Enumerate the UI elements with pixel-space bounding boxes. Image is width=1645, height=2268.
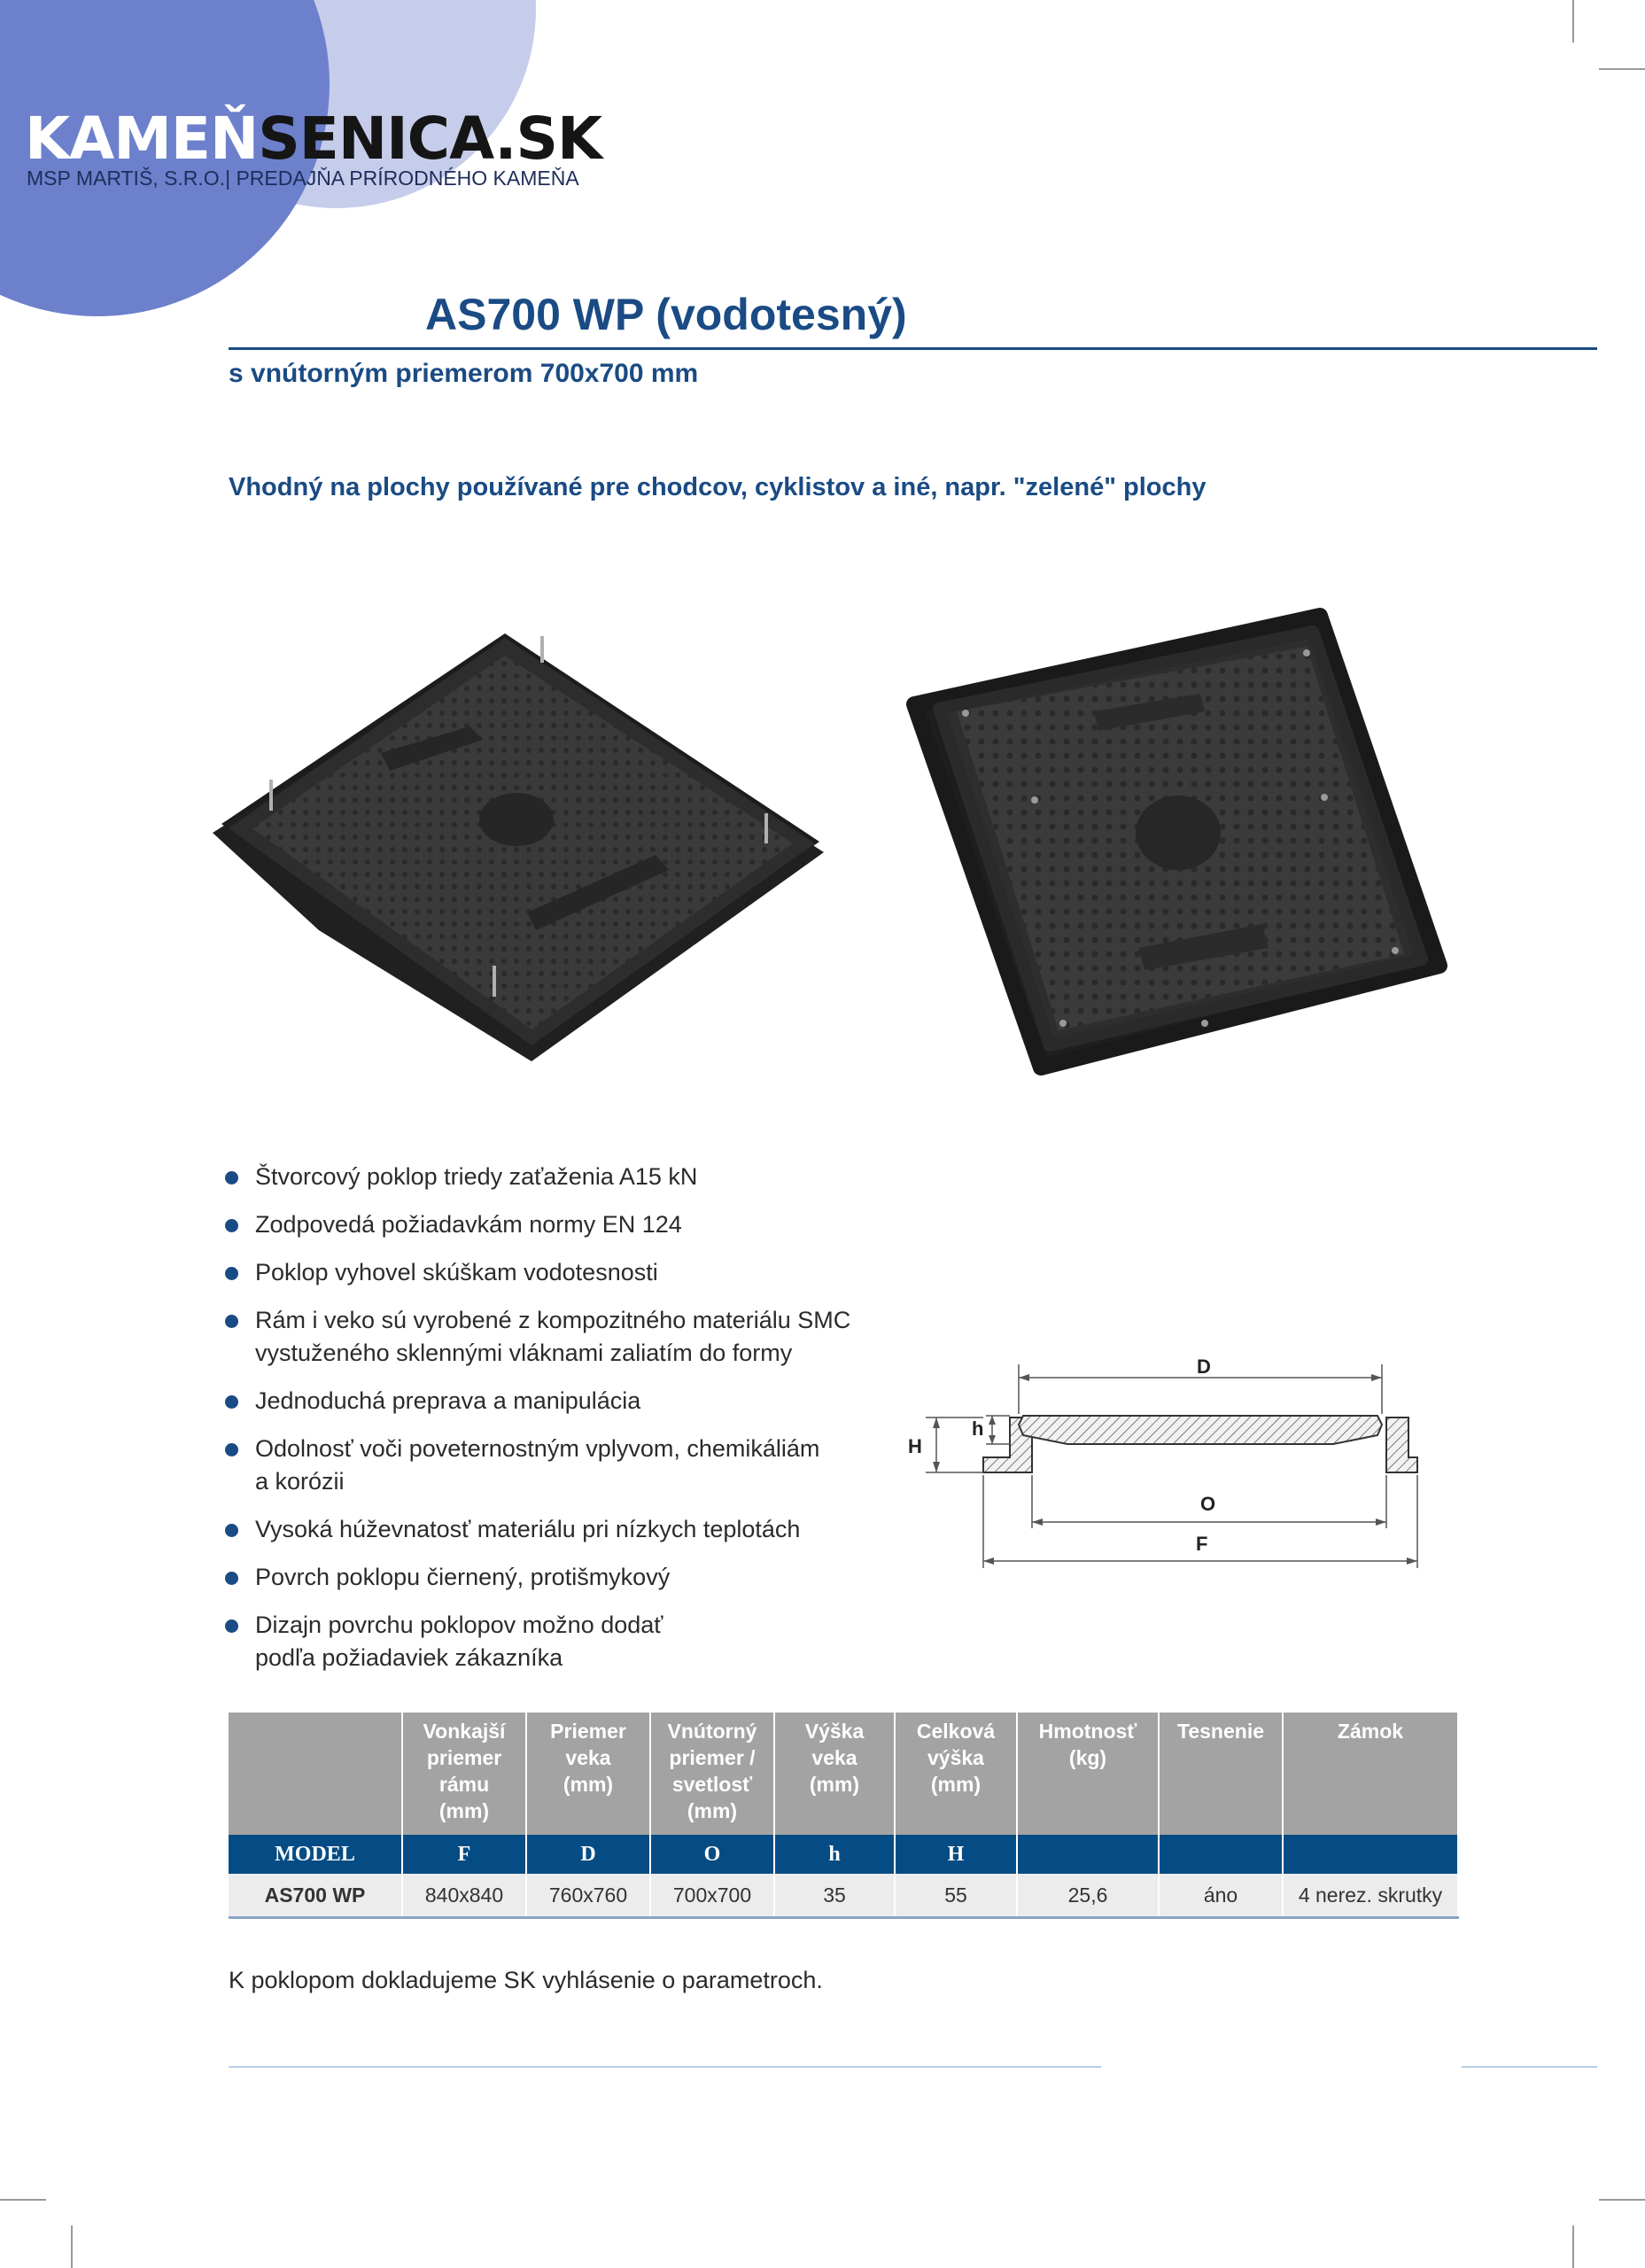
bullet-icon [225, 1395, 238, 1409]
dim-label-h: h [972, 1418, 984, 1440]
table-cell: 4 nerez. skrutky [1283, 1874, 1458, 1918]
table-symbol-cell [1017, 1835, 1159, 1874]
bullet-icon [225, 1267, 238, 1280]
table-cell-model: AS700 WP [229, 1874, 402, 1918]
bullet-icon [225, 1572, 238, 1585]
crop-mark [1599, 68, 1645, 70]
feature-item [223, 1385, 896, 1418]
bullet-icon [225, 1171, 238, 1184]
table-symbol-cell: H [895, 1835, 1017, 1874]
table-row [229, 1874, 1458, 1918]
table-cell: áno [1159, 1874, 1283, 1918]
table-symbol-cell: O [650, 1835, 774, 1874]
feature-text: podľa požiadaviek zákazníka [255, 1644, 563, 1671]
bullet-icon [225, 1315, 238, 1328]
feature-text: Odolnosť voči poveternostným vplyvom, chemikáliám [255, 1435, 820, 1462]
table-symbol-cell: D [526, 1835, 650, 1874]
feature-text: vystuženého sklennými vláknami zaliatím do formy [255, 1340, 793, 1366]
table-symbol-cell [1283, 1835, 1458, 1874]
bullet-icon [225, 1524, 238, 1537]
table-header-cell: Vnútorný priemer / svetlosť (mm) [650, 1713, 774, 1835]
feature-text: Povrch poklopu čiernený, protišmykový [255, 1564, 671, 1590]
title-divider [229, 347, 1597, 350]
manhole-cover-perspective-image [213, 620, 833, 1072]
table-symbol-cell: F [402, 1835, 526, 1874]
logo-wordmark [25, 105, 601, 173]
feature-text: Štvorcový poklop triedy zaťaženia A15 kN [255, 1163, 698, 1190]
crop-mark [1572, 2225, 1574, 2268]
table-header-row [229, 1713, 1458, 1835]
feature-item [223, 1208, 896, 1241]
table-cell: 760x760 [526, 1874, 650, 1918]
feature-item [223, 1513, 896, 1546]
dim-label-F: F [1196, 1533, 1208, 1555]
feature-text: Dizajn povrchu poklopov možno dodať [255, 1612, 663, 1638]
feature-item [223, 1561, 896, 1594]
table-symbol-cell [1159, 1835, 1283, 1874]
manhole-cover-top-image [904, 607, 1453, 1076]
crop-mark [1599, 2199, 1645, 2201]
feature-item [223, 1161, 896, 1193]
feature-text: Vysoká húževnatosť materiálu pri nízkych teplotách [255, 1516, 801, 1542]
table-header-cell: Výška veka (mm) [774, 1713, 895, 1835]
feature-item [223, 1304, 896, 1370]
footer-divider [229, 2066, 1101, 2068]
table-header-cell: Tesnenie [1159, 1713, 1283, 1835]
table-cell: 840x840 [402, 1874, 526, 1918]
spec-table [229, 1713, 1459, 1919]
table-header-cell: Priemer veka (mm) [526, 1713, 650, 1835]
feature-text: a korózii [255, 1468, 345, 1495]
logo-word-1: KAMEŇ [25, 105, 259, 173]
feature-text: Rám i veko sú vyrobené z kompozitného materiálu SMC [255, 1307, 851, 1333]
table-cell: 25,6 [1017, 1874, 1159, 1918]
table-symbol-cell: MODEL [229, 1835, 402, 1874]
logo-word-2: SENICA.SK [258, 105, 602, 173]
dim-label-O: O [1200, 1493, 1216, 1515]
table-symbol-row [229, 1835, 1458, 1874]
table-header-cell: Celková výška (mm) [895, 1713, 1017, 1835]
table-symbol-cell: h [774, 1835, 895, 1874]
feature-item [223, 1256, 896, 1289]
table-header-cell [229, 1713, 402, 1835]
feature-text: Jednoduchá preprava a manipulácia [255, 1387, 641, 1414]
feature-list [223, 1161, 896, 1689]
dim-label-H: H [908, 1435, 922, 1457]
declaration-note: K poklopom dokladujeme SK vyhlásenie o parametroch. [229, 1967, 823, 1993]
brand-logo [0, 0, 620, 319]
bullet-icon [225, 1443, 238, 1456]
bullet-icon [225, 1219, 238, 1232]
table-cell: 700x700 [650, 1874, 774, 1918]
footer-divider [1462, 2066, 1597, 2068]
bullet-icon [225, 1619, 238, 1633]
crop-mark [71, 2225, 73, 2268]
product-subtitle: s vnútorným priemerom 700x700 mm [229, 359, 699, 388]
dim-label-D: D [1197, 1355, 1211, 1378]
table-header-cell: Hmotnosť (kg) [1017, 1713, 1159, 1835]
table-header-cell: Zámok [1283, 1713, 1458, 1835]
feature-text: Zodpovedá požiadavkám normy EN 124 [255, 1211, 682, 1238]
table-header-cell: Vonkajší priemer rámu (mm) [402, 1713, 526, 1835]
product-title: AS700 WP (vodotesný) [425, 290, 907, 339]
usage-statement: Vhodný na plochy používané pre chodcov, cyklistov a iné, napr. "zelené" plochy [229, 473, 1207, 501]
table-cell: 55 [895, 1874, 1017, 1918]
table-cell: 35 [774, 1874, 895, 1918]
feature-item [223, 1433, 896, 1498]
crop-mark [1572, 0, 1574, 43]
logo-tagline: MSP MARTIŠ, S.R.O.| PREDAJŇA PRÍRODNÉHO KAMEŇA [27, 167, 579, 190]
cross-section-diagram [899, 1347, 1431, 1577]
crop-mark [0, 2199, 46, 2201]
feature-item [223, 1609, 896, 1674]
feature-text: Poklop vyhovel skúškam vodotesnosti [255, 1259, 658, 1285]
